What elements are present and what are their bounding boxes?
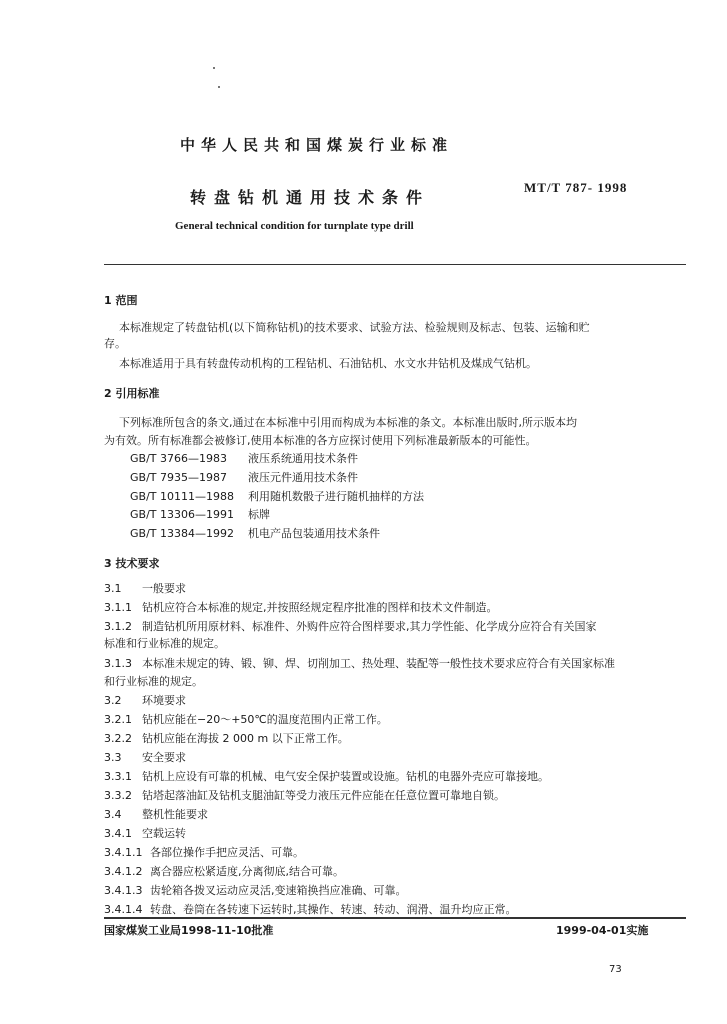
clause-text: 齿轮箱各拨叉运动应灵活,变速箱换挡应准确、可靠。: [150, 884, 407, 897]
reference-code: GB/T 13306—1991: [130, 508, 234, 521]
scan-speck: [218, 86, 220, 88]
reference-code: GB/T 7935—1987: [130, 471, 227, 484]
clause-3-4-1-2: [104, 865, 344, 879]
clause-3-3: [104, 751, 186, 765]
clause-3-3-1: [104, 770, 549, 784]
clause-text: 安全要求: [142, 751, 186, 764]
section-1-paragraph-1-cont: 存。: [104, 337, 126, 350]
reference-code: GB/T 3766—1983: [130, 452, 227, 465]
clause-3-3-2: [104, 789, 505, 803]
clause-text: 本标准未规定的铸、锻、铆、焊、切削加工、热处理、装配等一般性技术要求应符合有关国家标准: [142, 657, 615, 670]
reference-title: 机电产品包装通用技术条件: [248, 527, 380, 540]
clause-3-1: [104, 582, 186, 596]
section-2-paragraph: 下列标准所包含的条文,通过在本标准中引用而构成为本标准的条文。本标准出版时,所示版本均: [119, 416, 577, 429]
clause-number: 3.4.1.1: [104, 846, 143, 859]
reference-title: 标牌: [248, 508, 270, 521]
clause-number: 3.4.1.2: [104, 865, 143, 878]
clause-3-2-1: [104, 713, 388, 727]
clause-number: 3.1.3: [104, 657, 132, 670]
clause-text: 离合器应松紧适度,分离彻底,结合可靠。: [150, 865, 344, 878]
clause-text: 钻机上应设有可靠的机械、电气安全保护装置或设施。钻机的电器外壳应可靠接地。: [142, 770, 549, 783]
clause-3-1-3: [104, 657, 615, 671]
reference-title: 利用随机数骰子进行随机抽样的方法: [248, 490, 424, 503]
clause-3-4-1-4: [104, 903, 517, 917]
document-title: 转盘钻机通用技术条件: [190, 188, 431, 207]
clause-text: 空载运转: [142, 827, 186, 840]
standard-title: 中华人民共和国煤炭行业标准: [180, 136, 454, 154]
scan-speck: [213, 67, 215, 69]
reference-item: [130, 527, 380, 541]
clause-3-4-1: [104, 827, 186, 841]
clause-number: 3.1.2: [104, 620, 132, 633]
reference-title: 液压系统通用技术条件: [248, 452, 358, 465]
clause-text: 一般要求: [142, 582, 186, 595]
reference-code: GB/T 13384—1992: [130, 527, 234, 540]
reference-item: [130, 452, 358, 466]
clause-text: 钻机应符合本标准的规定,并按照经规定程序批准的图样和技术文件制造。: [142, 601, 498, 614]
clause-text: 制造钻机所用原材料、标准件、外购件应符合图样要求,其力学性能、化学成分应符合有关国家: [142, 620, 597, 633]
approval-line: 国家煤炭工业局1998-11-10批准: [104, 924, 274, 937]
section-3-heading: 3 技术要求: [104, 557, 160, 570]
clause-number: 3.4.1.4: [104, 903, 143, 916]
clause-text: 钻塔起落油缸及钻机支腿油缸等受力液压元件应能在任意位置可靠地自锁。: [142, 789, 505, 802]
clause-3-4: [104, 808, 208, 822]
clause-number: 3.2.2: [104, 732, 132, 745]
footer-rule: [104, 917, 686, 919]
clause-number: 3.4.1: [104, 827, 132, 840]
document-code: MT/T 787- 1998: [524, 180, 628, 195]
reference-item: [130, 490, 424, 504]
clause-3-1-2: [104, 620, 597, 634]
clause-3-2-2: [104, 732, 349, 746]
section-1-paragraph-2: 本标准适用于具有转盘传动机构的工程钻机、石油钻机、水文水井钻机及煤成气钻机。: [119, 357, 537, 370]
reference-code: GB/T 10111—1988: [130, 490, 234, 503]
clause-text: 整机性能要求: [142, 808, 208, 821]
clause-text: 钻机应能在海拔 2 000 m 以下正常工作。: [142, 732, 349, 745]
reference-item: [130, 471, 358, 485]
clause-number: 3.3.1: [104, 770, 132, 783]
clause-3-2: [104, 694, 186, 708]
clause-text: 环境要求: [142, 694, 186, 707]
clause-number: 3.4: [104, 808, 122, 821]
page-number: 73: [609, 964, 622, 975]
clause-number: 3.2.1: [104, 713, 132, 726]
english-title: General technical condition for turnplate type drill: [175, 220, 414, 232]
clause-3-4-1-3: [104, 884, 407, 898]
clause-number: 3.1.1: [104, 601, 132, 614]
clause-number: 3.1: [104, 582, 122, 595]
clause-3-1-1: [104, 601, 498, 615]
clause-number: 3.2: [104, 694, 122, 707]
clause-text: 钻机应能在−20～+50℃的温度范围内正常工作。: [142, 713, 388, 726]
clause-text: 转盘、卷筒在各转速下运转时,其操作、转速、转动、润滑、温升均应正常。: [150, 903, 517, 916]
clause-3-1-2-cont: 标准和行业标准的规定。: [104, 637, 225, 650]
section-1-heading: 1 范围: [104, 294, 138, 307]
section-1-paragraph-1: 本标准规定了转盘钻机(以下简称钻机)的技术要求、试验方法、检验规则及标志、包装、运输和贮: [119, 321, 590, 334]
clause-number: 3.3: [104, 751, 122, 764]
effective-date: 1999-04-01实施: [556, 924, 649, 937]
clause-3-4-1-1: [104, 846, 304, 860]
clause-number: 3.4.1.3: [104, 884, 143, 897]
header-rule: [104, 264, 686, 265]
reference-item: [130, 508, 270, 522]
clause-text: 各部位操作手把应灵活、可靠。: [150, 846, 304, 859]
reference-title: 液压元件通用技术条件: [248, 471, 358, 484]
section-2-heading: 2 引用标准: [104, 387, 160, 400]
clause-number: 3.3.2: [104, 789, 132, 802]
section-2-paragraph-cont: 为有效。所有标准都会被修订,使用本标准的各方应探讨使用下列标准最新版本的可能性。: [104, 434, 537, 447]
clause-3-1-3-cont: 和行业标准的规定。: [104, 675, 203, 688]
